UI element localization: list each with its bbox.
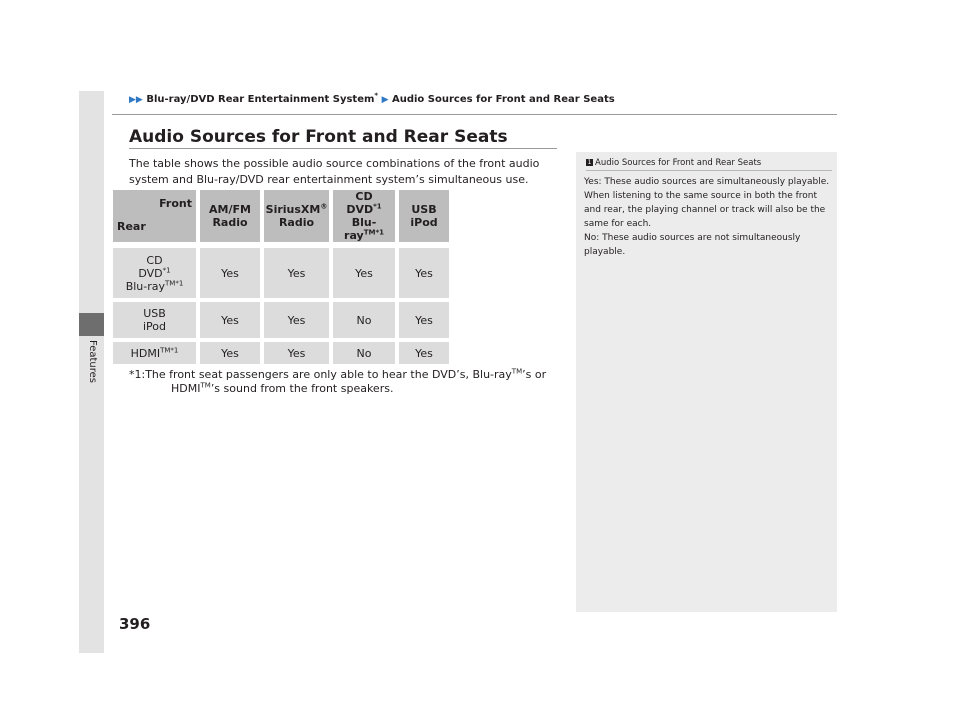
footnote-tm2: TM xyxy=(200,381,211,390)
row-label-cd xyxy=(113,248,196,298)
col-header-cd xyxy=(333,190,395,242)
row-cd-sup3: TM*1 xyxy=(165,278,184,287)
breadcrumb-part2: Audio Sources for Front and Rear Seats xyxy=(391,94,615,105)
side-note-body xyxy=(584,175,834,259)
side-note-rule xyxy=(586,170,832,171)
intro-paragraph: The table shows the possible audio source combinations of the front audio system and Blu-ray/DVD rear entertainment system’s simultaneous use. xyxy=(129,157,540,186)
breadcrumb xyxy=(129,91,615,105)
col-cd-line2: DVD xyxy=(346,203,374,216)
col-header-am-fm xyxy=(200,190,260,242)
page-title: Audio Sources for Front and Rear Seats xyxy=(129,127,508,147)
row-hdmi-label: HDMI xyxy=(130,346,161,360)
row-cd-line2: DVD xyxy=(138,266,163,280)
row-cd-line1: CD xyxy=(146,253,163,267)
col-am-line1: AM/FM xyxy=(209,203,251,216)
header-rule xyxy=(112,114,837,115)
table-cell: No xyxy=(333,302,395,338)
breadcrumb-arrow-icon: ▶▶ xyxy=(129,95,143,105)
side-note-no: No: These audio sources are not simultaneously playable. xyxy=(584,233,801,257)
side-note-title xyxy=(586,158,761,168)
row-label-hdmi xyxy=(113,342,196,364)
table-cell: Yes xyxy=(264,248,329,298)
table-cell: Yes xyxy=(399,302,449,338)
row-cd-line3: Blu-ray xyxy=(125,279,166,293)
table-cell: Yes xyxy=(200,248,260,298)
breadcrumb-asterisk: * xyxy=(374,91,379,100)
table-row xyxy=(113,302,449,338)
table-cell: Yes xyxy=(200,342,260,364)
table-header-row xyxy=(113,190,449,242)
section-tab-marker xyxy=(79,313,104,336)
table-cell: Yes xyxy=(264,342,329,364)
corner-front-label: Front xyxy=(159,197,192,210)
page-number: 396 xyxy=(119,615,151,633)
title-rule xyxy=(129,148,557,149)
table-cell: Yes xyxy=(399,342,449,364)
footnote-tm1: TM xyxy=(511,367,523,376)
table-cell: Yes xyxy=(333,248,395,298)
col-cd-sup3: TM*1 xyxy=(363,228,384,237)
row-hdmi-sup: TM*1 xyxy=(160,345,179,354)
corner-rear-label: Rear xyxy=(117,220,146,233)
col-am-line2: Radio xyxy=(212,216,248,229)
breadcrumb-separator-icon: ▶ xyxy=(381,95,389,105)
section-tab-label: Features xyxy=(87,340,98,383)
col-sxm-line1: SiriusXM xyxy=(265,203,321,216)
audio-source-table xyxy=(113,190,449,368)
footnote-part2: ’s or HDMI xyxy=(171,368,547,395)
table-row xyxy=(113,248,449,298)
table-footnote xyxy=(129,368,549,396)
row-cd-sup2: *1 xyxy=(162,265,171,274)
side-note-title-text: Audio Sources for Front and Rear Seats xyxy=(595,158,762,168)
table-row xyxy=(113,342,449,364)
note-marker-icon: 1 xyxy=(587,159,592,166)
col-usb-line2: iPod xyxy=(410,216,438,229)
col-cd-line1: CD xyxy=(355,190,373,203)
row-label-usb xyxy=(113,302,196,338)
table-corner-cell xyxy=(113,190,196,242)
col-header-usb xyxy=(399,190,449,242)
breadcrumb-part1: Blu-ray/DVD Rear Entertainment System xyxy=(146,94,375,105)
row-usb-line2: iPod xyxy=(142,320,166,333)
side-note-yes: Yes: These audio sources are simultaneously playable. When listening to the same source in both the front and rear, the playing channel or track will also be the same for each. xyxy=(584,177,830,229)
table-cell: Yes xyxy=(200,302,260,338)
col-sxm-line2: Radio xyxy=(278,216,315,229)
table-cell: Yes xyxy=(264,302,329,338)
col-cd-line3: Blu-ray xyxy=(344,216,377,242)
footnote-part3: ’s sound from the front speakers. xyxy=(210,382,394,395)
col-sxm-reg: ® xyxy=(320,202,328,211)
row-usb-line1: USB xyxy=(143,307,166,320)
col-cd-sup2: *1 xyxy=(373,202,382,211)
footnote-part1: *1:The front seat passengers are only able to hear the DVD’s, Blu-ray xyxy=(129,368,512,381)
table-cell: No xyxy=(333,342,395,364)
table-cell: Yes xyxy=(399,248,449,298)
col-header-siriusxm xyxy=(264,190,329,242)
col-usb-line1: USB xyxy=(411,203,437,216)
